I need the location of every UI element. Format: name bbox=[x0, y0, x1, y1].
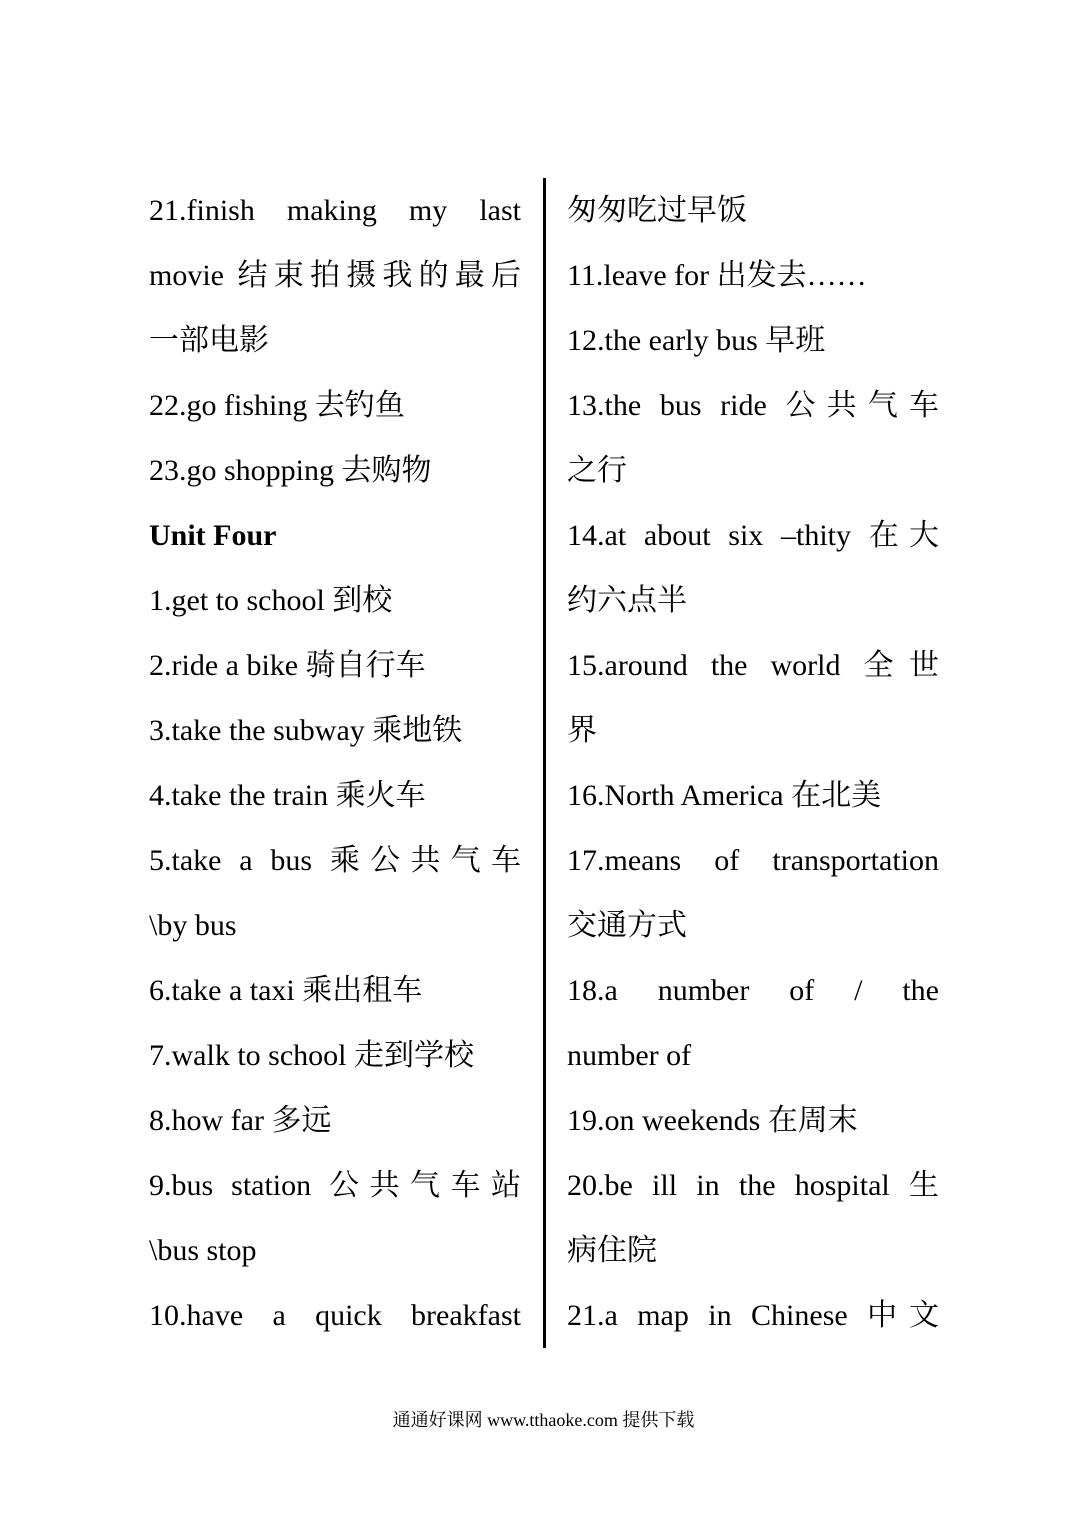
vocab-line: 13.the bus ride 公共气车 bbox=[567, 389, 939, 422]
vocab-line: 一部电影 bbox=[149, 324, 269, 357]
vocab-line: 19.on weekends 在周末 bbox=[567, 1104, 858, 1137]
vocab-line: 3.take the subway 乘地铁 bbox=[149, 714, 463, 747]
vocab-line: 病住院 bbox=[567, 1234, 657, 1267]
vocab-line: \by bus bbox=[149, 909, 237, 942]
vocab-line: 22.go fishing 去钓鱼 bbox=[149, 389, 405, 422]
vocab-line: 9.bus station 公共气车站 bbox=[149, 1169, 521, 1202]
footer-text: 通通好课网 www.tthaoke.com 提供下载 bbox=[392, 1410, 695, 1430]
left-column bbox=[149, 178, 521, 1348]
vocab-line: 10.have a quick breakfast bbox=[149, 1299, 521, 1332]
column-divider bbox=[543, 178, 546, 1348]
vocab-line: 1.get to school 到校 bbox=[149, 584, 393, 617]
vocab-line: 18.a number of / the bbox=[567, 974, 939, 1007]
vocab-line: 16.North America 在北美 bbox=[567, 779, 882, 812]
section-heading: Unit Four bbox=[149, 519, 277, 552]
vocab-line: 之行 bbox=[567, 454, 627, 487]
vocab-line: 15.around the world 全世 bbox=[567, 649, 939, 682]
vocab-line: \bus stop bbox=[149, 1234, 257, 1267]
vocab-line: 8.how far 多远 bbox=[149, 1104, 332, 1137]
vocab-line: 21.a map in Chinese 中文 bbox=[567, 1299, 939, 1332]
vocab-line: 20.be ill in the hospital 生 bbox=[567, 1169, 939, 1202]
vocab-line: 11.leave for 出发去…… bbox=[567, 259, 867, 292]
vocab-line: 23.go shopping 去购物 bbox=[149, 454, 432, 487]
vocab-line: 21.finish making my last bbox=[149, 194, 521, 227]
vocab-line: 匆匆吃过早饭 bbox=[567, 194, 747, 227]
vocab-line: number of bbox=[567, 1039, 692, 1072]
vocab-line: 2.ride a bike 骑自行车 bbox=[149, 649, 426, 682]
vocab-line: 17.means of transportation bbox=[567, 844, 939, 877]
vocab-line: 5.take a bus 乘公共气车 bbox=[149, 844, 521, 877]
vocab-line: 4.take the train 乘火车 bbox=[149, 779, 426, 812]
vocab-line: 7.walk to school 走到学校 bbox=[149, 1039, 474, 1072]
vocab-line: movie 结束拍摄我的最后 bbox=[149, 259, 521, 292]
vocab-line: 6.take a taxi 乘出租车 bbox=[149, 974, 423, 1007]
vocab-line: 14.at about six –thity 在大 bbox=[567, 519, 939, 552]
vocab-line: 12.the early bus 早班 bbox=[567, 324, 826, 357]
vocab-line: 界 bbox=[567, 714, 597, 747]
vocab-line: 约六点半 bbox=[567, 584, 687, 617]
vocab-line: 交通方式 bbox=[567, 909, 687, 942]
right-column bbox=[567, 178, 939, 1348]
